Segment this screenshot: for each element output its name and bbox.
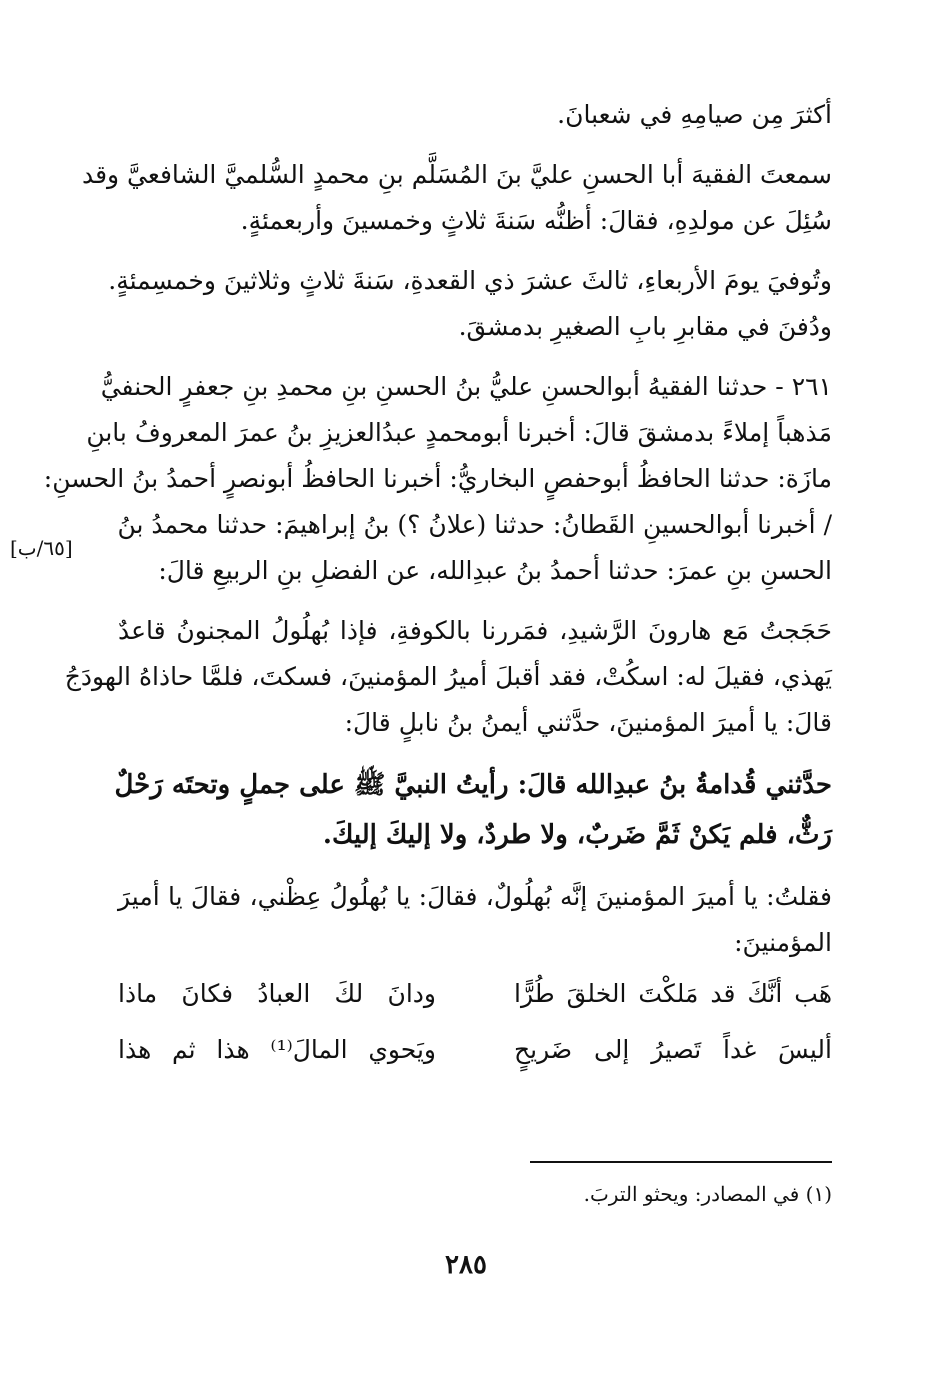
poem	[118, 966, 832, 1078]
text-line: فقلتُ: يا أميرَ المؤمنينَ إنَّه بُهلُولٌ، فقالَ: يا بُهلُولُ عِظْني، فقالَ يا أميرَ	[118, 882, 832, 911]
text-line: أكثرَ مِن صيامِهِ في شعبانَ.	[557, 100, 832, 129]
verse-first-hemistich: هَب أنَّكَ قد مَلكْتَ الخلقَ طُرًّا	[514, 979, 832, 1008]
verse	[118, 966, 832, 1022]
text-line: سمعتَ الفقيهَ أبا الحسنِ عليَّ بنَ المُسَلَّم بنِ محمدٍ السُّلميَّ الشافعيَّ وقد	[81, 160, 832, 189]
verse-second-hemistich: ودانَ لكَ العبادُ فكانَ ماذا	[118, 979, 436, 1008]
paragraph-6	[118, 874, 832, 966]
text-line: قالَ: يا أميرَ المؤمنينَ، حدَّثني أيمنُ بنُ نابلٍ قالَ:	[344, 708, 832, 737]
text-line: / أخبرنا أبوالحسينِ القَطانُ: حدثنا (علانُ ؟) بنُ إبراهيمَ: حدثنا محمدُ بنُ	[117, 510, 832, 539]
text-line: الحسنِ بنِ عمرَ: حدثنا أحمدُ بنُ عبدِالله، عن الفضلِ بنِ الربيعِ قالَ:	[158, 556, 832, 585]
paragraph-2	[81, 152, 832, 244]
text-line: حدَّثني قُدامةُ بنُ عبدِالله قالَ: رأيتُ النبيَّ ﷺ على جملٍ وتحتَه رَحْلٌ	[114, 770, 832, 800]
paragraph-3	[108, 258, 832, 350]
text-line: يَهذي، فقيلَ له: اسكُتْ، فقد أقبلَ أميرُ المؤمنينَ، فسكتَ، فلمَّا حاذاهُ الهودَجُ	[64, 662, 832, 691]
paragraph-1	[118, 92, 832, 138]
paragraph-5	[64, 608, 832, 746]
text-line: ودُفنَ في مقابرِ بابِ الصغيرِ بدمشقَ.	[458, 312, 832, 341]
verse	[118, 1022, 832, 1078]
text-line: سُئِلَ عن مولدِهِ، فقالَ: أظنُّه سَنةَ ثلاثٍ وخمسينَ وأربعمئةٍ.	[240, 206, 832, 235]
footnote: (١) في المصادر: ويحثو التربَ.	[583, 1182, 832, 1206]
text-line: مَذهباً إملاءً بدمشقَ قالَ: أخبرنا أبومحمدٍ عبدُالعزيزِ بنُ عمرَ المعروفُ بابنِ	[86, 418, 832, 447]
page-number: ٢٨٥	[445, 1250, 487, 1280]
verse-second-hemistich: ويَحوي المالَ⁽¹⁾ هذا ثم هذا	[118, 1035, 436, 1064]
text-line: حَجَجتُ مَع هارونَ الرَّشيدِ، فمَررنا بالكوفةِ، فإذا بُهلُولُ المجنونُ قاعدٌ	[118, 616, 832, 645]
text-line: رَثٌّ، فلم يَكنْ ثَمَّ ضَربٌ، ولا طردٌ، ولا إليكَ إليكَ.	[322, 820, 832, 850]
manuscript-folio-marker: [٦٥/ب]	[10, 536, 73, 560]
footnote-divider	[530, 1161, 832, 1163]
text-line: المؤمنينَ:	[734, 928, 832, 957]
text-line: ٢٦١ - حدثنا الفقيهُ أبوالحسنِ عليُّ بنُ الحسنِ بنِ محمدِ بنِ جعفرٍ الحنفيُّ	[100, 372, 832, 401]
hadith-text	[114, 760, 832, 860]
page-text	[43, 92, 832, 1078]
paragraph-4	[43, 364, 832, 594]
text-line: مازَة: حدثنا الحافظُ أبوحفصٍ البخاريُّ: أخبرنا الحافظُ أبونصرٍ أحمدُ بنُ الحسنِ:	[43, 464, 832, 493]
verse-first-hemistich: أليسَ غداً تَصيرُ إلى ضَريحٍ	[514, 1035, 832, 1064]
text-line: وتُوفيَ يومَ الأربعاءِ، ثالثَ عشرَ ذي القعدةِ، سَنةَ ثلاثٍ وثلاثينَ وخمسِمئةٍ.	[108, 266, 832, 295]
